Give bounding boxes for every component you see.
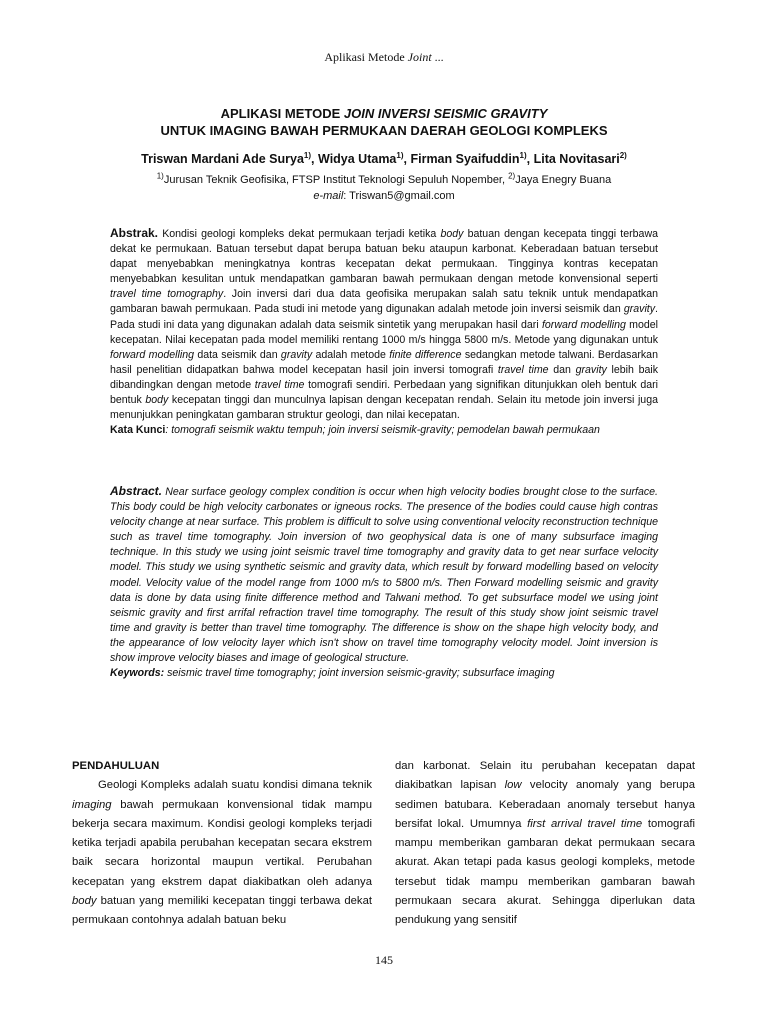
abstrak-text: Kondisi geologi kompleks dekat permukaan terjadi ketika [158,228,441,240]
abstrak-italic: body [440,228,464,240]
body-text: velocity anomaly yang berupa sedimen batubara. Keberadaan anomaly tersebut hanya bersifat lokal. Umumnya [395,779,695,830]
abstrak-paragraph [110,226,658,423]
abstract-text: Near surface geology complex condition is occur when high velocity bodies brought close to the surface. This body could be high velocity carbonates or igneous rocks. The presence of the bodies could cause high contras velocity change at near surface. This problem is difficult to solve using conventional velocity reconstruction technique such as travel time tomography. Join inversion of two geophysical data is one of many subsurface imaging technique. In this study we using joint seismic travel time tomography and gravity data to get near surface velocity model. This study we using synthetic seismic and gravity data, which result by forward modelling based on velocity model. Velocity value of the model range from 1000 m/s to 5800 m/s. Then Forward modelling seismic and gravity data is done by data using finite difference method and Talwani method. To get subsurface model we using joint seismic gravity and first arrifal refraction travel time tomography. The result of this study show joint seismic travel time and gravity is better than travel time tomography. The difference is show on the shape high velocity body, and the appearance of low velocity layer which isn't show on travel time tomography velocity model. Joint inversion is show improve velocity biases and image of geological structure. [110,486,658,665]
author-name: Firman Syaifuddin [410,152,520,166]
author-mark: 1) [303,150,312,160]
body-italic: imaging [72,798,112,811]
author-name: Widya Utama [318,152,397,166]
abstrak-italic: body [145,394,169,407]
abstrak-text: . Join inversi dari dua data geofisika merupakan salah satu teknik untuk mendapatkan gambaran bawah permukaan. Pada studi ini metode yang digunakan adalah metode join inversi seismik dan [110,288,659,316]
abstrak-text: adalah metode [312,348,390,361]
section-heading: PENDAHULUAN [72,760,160,772]
kata-kunci-text: : tomografi seismik waktu tempuh; join inversi seismik-gravity; pemodelan bawah permukaan [165,424,600,437]
body-text: Geologi Kompleks adalah suatu kondisi dimana teknik [98,779,372,792]
abstrak-text: tomografi sendiri. Perbedaan yang signifikan ditunjukkan oleh bentuk dari bentuk [110,378,658,407]
author-name: Triswan Mardani Ade Surya [141,152,304,166]
abstrak-italic: forward modelling [541,318,626,331]
author-sep: , [311,152,318,166]
body-text: dan karbonat. Selain itu perubahan kecepatan dapat diakibatkan lapisan [395,760,695,792]
page-number: 145 [375,953,393,967]
running-head-suffix: ... [431,50,444,64]
abstract-block [110,484,658,681]
author-list [0,152,768,166]
body-text: bawah permukaan konvensional tidak mampu bekerja secara maximum. Kondisi geologi kompleks terjadi ketika terjadi apabila perubahan kecepatan secara ekstrem baik secara horizontal maupun vertikal. Perubahan kecepatan yang ekstrem dapat diakibatkan oleh adanya [72,798,372,888]
running-head-text: Aplikasi Metode [324,50,408,64]
title-line-1-italic: JOIN INVERSI SEISMIC GRAVITY [343,106,548,121]
body-column-right [395,757,695,931]
running-head [0,50,768,65]
affiliation-text: Jaya Enegry Buana [515,174,612,186]
paper-title [0,105,768,139]
keywords [110,666,658,681]
affiliation-text: Jurusan Teknik Geofisika, FTSP Institut Teknologi Sepuluh Nopember, [163,174,509,186]
author-mark: 1) [519,150,527,160]
affiliation-mark: 2) [508,171,516,181]
kata-kunci-label: Kata Kunci [110,424,166,437]
affiliation-line [0,172,768,188]
body-column-left [72,757,372,931]
intro-paragraph-cont [395,757,695,931]
abstrak-italic: gravity [280,348,313,361]
keywords-label: Keywords: [110,667,165,680]
abstrak-text: lebih baik dibandingkan dengan metode [110,363,659,391]
abstrak-italic: finite difference [389,348,462,361]
title-line-1 [0,105,768,122]
kata-kunci [110,423,658,438]
abstrak-italic: gravity [623,303,656,316]
author-sep: , [526,152,534,166]
abstrak-label: Abstrak. [110,226,159,240]
email-address: : Triswan5@gmail.com [343,190,455,202]
abstrak-italic: travel time [254,378,305,391]
abstrak-italic: travel time tomography [110,288,224,301]
email-line [0,188,768,204]
keywords-text: seismic travel time tomography; joint inversion seismic-gravity; subsurface imaging [164,667,555,680]
author-sep: , [403,152,411,166]
abstrak-italic: forward modelling [110,348,194,361]
author-mark: 1) [396,150,404,160]
abstrak-italic: gravity [575,363,607,376]
abstrak-text: dan [548,363,576,376]
abstract-paragraph [110,484,658,666]
abstrak-text: batuan dengan kecepata tinggi terbawa dekat ke permukaan. Batuan tersebut dapat berupa batuan beku ataupun karbonat. Keberadaan batuan tersebut dapat menyebabkan meningkatnya kontras kecepatan dekat permukaan. Tingginya kontras kecepatan menyebabkan kesulitan untuk mendapatkan gambaran bawah permukaan dengan metode konvensional seperti [110,228,658,286]
abstrak-italic: travel time [497,363,549,376]
abstract-label: Abstract. [110,484,163,498]
abstrak-text: data seismik dan [194,348,281,361]
email-label: e-mail [313,190,344,202]
intro-paragraph [72,776,372,930]
abstrak-block [110,226,658,438]
running-head-italic: Joint [407,50,432,64]
abstrak-text: kecepatan tinggi dan munculnya lapisan dengan kecepatan rendah. Selain itu metode join inversi juga menunjukkan peningkatan gambaran struktur geologi, dan nilai kecepatan. [110,394,658,422]
affiliation [0,172,768,204]
title-line-2: UNTUK IMAGING BAWAH PERMUKAAN DAERAH GEOLOGI KOMPLEKS [160,123,608,138]
author-name: Lita Novitasari [533,152,620,166]
abstrak-text: sedangkan metode talwani. Berdasarkan hasil penelitian didapatkan bahwa model kecepatan hasil join inversi tomografi [110,348,658,376]
author-mark: 2) [619,150,627,160]
body-italic: low [504,779,522,792]
title-line-1-text: APLIKASI METODE [220,106,344,121]
affiliation-mark: 1) [156,171,164,181]
abstrak-text: . Pada studi ini data yang digunakan adalah data seismik sintetik yang merupakan hasil dari [110,303,658,331]
body-italic: body [72,895,97,908]
body-text: tomografi mampu memberikan gambaran dekat permukaan secara akurat. Akan tetapi pada kasus geologi kompleks, metode tersebut tidak mampu memberikan gambaran bawah permukaan secara akurat. Sehingga diperlukan data pendukung yang sensitif [395,817,696,927]
body-text: batuan yang memiliki kecepatan tinggi terbawa dekat permukaan contohnya adalah batuan beku [72,895,372,927]
abstrak-text: model kecepatan. Nilai kecepatan pada model memiliki rentang 1000 m/s hingga 5800 m/s. Metode yang digunakan untuk [110,318,659,346]
body-italic: first arrival travel time [527,817,643,830]
